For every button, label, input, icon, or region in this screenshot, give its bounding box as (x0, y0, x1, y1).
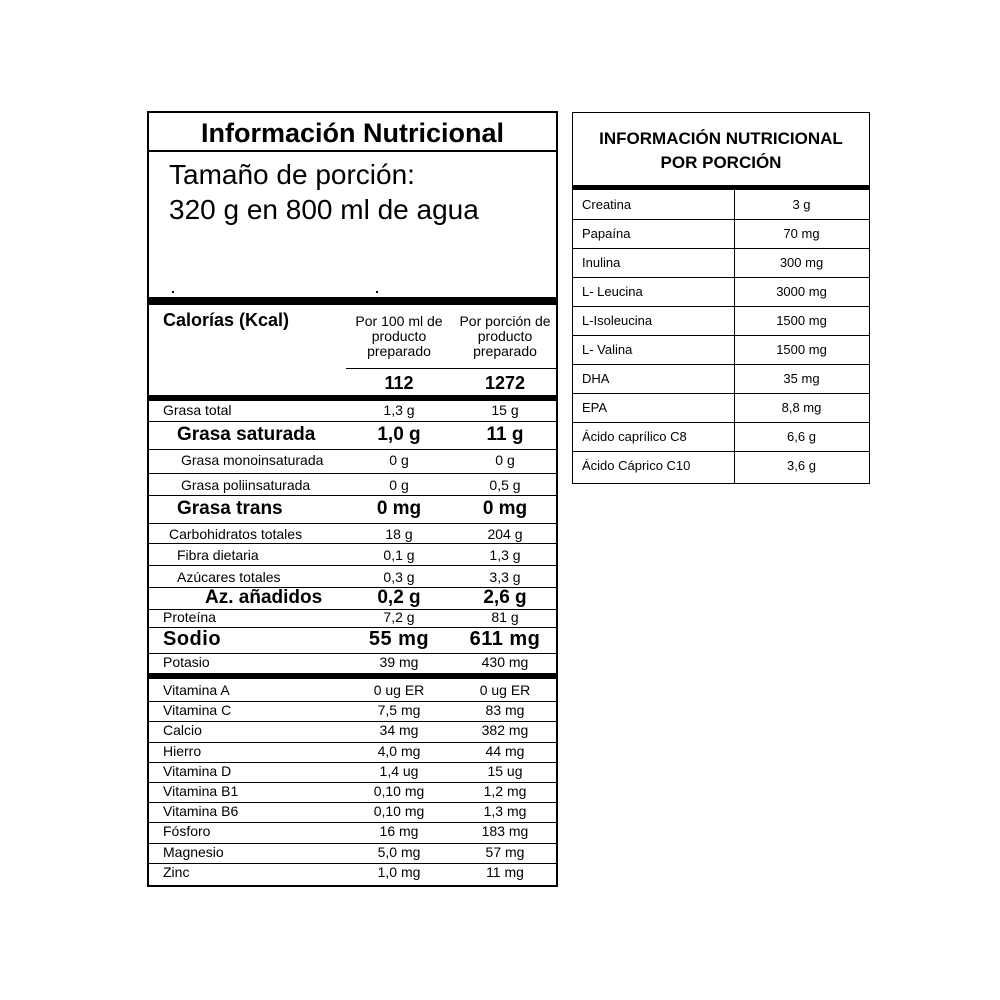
nutrient-name: Az. añadidos (205, 587, 323, 608)
supplement-value: 3000 mg (776, 284, 827, 299)
supplement-value: 3,6 g (787, 458, 816, 473)
dot-mark-2: . (375, 280, 379, 296)
supplement-value: 3 g (792, 197, 811, 212)
title-divider (149, 150, 556, 152)
thick-divider (149, 673, 556, 679)
vitamin-value-per-portion: 83 mg (485, 702, 525, 719)
vitamin-value-per-100ml: 0,10 mg (373, 783, 425, 799)
vitamin-value-per-portion: 1,2 mg (483, 783, 527, 799)
nutrient-value-per-100ml: 55 mg (368, 628, 430, 650)
nutrient-value-per-100ml: 1,0 g (377, 424, 421, 445)
supplement-row (573, 248, 869, 278)
vitamin-row (149, 863, 556, 883)
vitamin-value-per-100ml: 0,10 mg (373, 803, 425, 820)
supplement-row (573, 451, 869, 480)
vitamin-value-per-100ml: 7,5 mg (377, 702, 421, 719)
vitamin-row (149, 802, 556, 823)
supplement-title-line-2: POR PORCIÓN (660, 153, 782, 172)
vitamin-name: Calcio (163, 722, 202, 739)
nutrient-row (149, 565, 556, 588)
supplement-name: EPA (582, 400, 608, 415)
nutrient-value-per-100ml: 39 mg (379, 654, 419, 670)
nutrient-name: Grasa saturada (177, 424, 316, 445)
vitamin-value-per-100ml: 5,0 mg (377, 843, 421, 860)
nutrient-row (149, 653, 556, 673)
nutrient-row (149, 495, 556, 524)
column-header-per-100ml: Por 100 ml de producto preparado (355, 313, 443, 359)
nutrient-name: Sodio (163, 628, 222, 650)
calories-label: Calorías (Kcal) (163, 310, 290, 330)
vitamin-value-per-100ml: 4,0 mg (377, 742, 421, 759)
nutrient-value-per-100ml: 0 mg (376, 498, 422, 519)
supplement-name: L-Isoleucina (582, 313, 653, 328)
vitamin-name: Vitamina B6 (163, 803, 239, 820)
supplement-name: Ácido Cáprico C10 (582, 458, 691, 473)
vitamin-row (149, 701, 556, 722)
supplement-row (573, 190, 869, 220)
nutrient-row (149, 421, 556, 450)
supplement-name: Papaína (582, 226, 631, 241)
nutrient-value-per-portion: 2,6 g (483, 587, 527, 608)
serving-size (169, 157, 479, 227)
vitamin-name: Vitamina A (163, 682, 230, 698)
supplement-title (573, 127, 869, 175)
vitamin-value-per-portion: 11 mg (486, 863, 524, 880)
dot-mark-1: . (171, 280, 175, 296)
column-header-per-portion: Por porción de producto preparado (459, 313, 551, 359)
nutrient-value-per-portion: 611 mg (469, 628, 541, 650)
vitamin-value-per-portion: 382 mg (481, 722, 529, 739)
nutrient-value-per-portion: 204 g (487, 526, 523, 542)
nutrient-row (149, 523, 556, 544)
nutrient-name: Carbohidratos totales (169, 526, 303, 542)
nutrient-row (149, 473, 556, 496)
nutrient-value-per-100ml: 0 g (389, 477, 409, 493)
nutrient-value-per-portion: 11 g (486, 424, 524, 445)
vitamin-row (149, 681, 556, 702)
nutrient-value-per-portion: 0 g (495, 452, 515, 468)
supplement-title-line-1: INFORMACIÓN NUTRICIONAL (599, 129, 843, 148)
nutrient-value-per-100ml: 0 g (389, 452, 409, 468)
supplement-row (573, 393, 869, 423)
nutrient-value-per-100ml: 0,3 g (383, 569, 415, 585)
supplement-name: L- Leucina (582, 284, 643, 299)
nutrient-row (149, 627, 556, 654)
supplement-value: 70 mg (783, 226, 820, 241)
nutrient-name: Grasa monoinsaturada (181, 452, 324, 468)
nutrient-value-per-100ml: 18 g (385, 526, 413, 542)
nutrient-value-per-100ml: 0,2 g (377, 587, 421, 608)
nutrient-value-per-portion: 3,3 g (489, 569, 521, 585)
nutrition-facts-panel (147, 111, 558, 887)
nutrient-row (149, 401, 556, 422)
supplement-row (573, 219, 869, 249)
nutrient-name: Fibra dietaria (177, 547, 259, 563)
supplement-name: Creatina (582, 197, 632, 212)
nutrient-row (149, 543, 556, 566)
vitamin-name: Fósforo (163, 823, 211, 840)
nutrient-name: Grasa trans (177, 498, 283, 519)
nutrient-row (149, 449, 556, 474)
vitamin-value-per-100ml: 1,4 ug (379, 762, 419, 779)
supplement-value: 6,6 g (787, 429, 816, 444)
nutrient-value-per-portion: 81 g (491, 609, 519, 625)
vitamin-name: Magnesio (163, 843, 224, 860)
vitamin-name: Vitamina D (163, 762, 232, 779)
vitamin-row (149, 742, 556, 763)
nutrient-value-per-portion: 0 mg (482, 498, 528, 519)
supplement-name: Ácido caprílico C8 (582, 429, 687, 444)
vitamin-name: Vitamina C (163, 702, 232, 719)
panel-title: Información Nutricional (200, 118, 505, 148)
nutrient-name: Proteína (163, 609, 216, 625)
nutrient-value-per-100ml: 0,1 g (383, 547, 415, 563)
nutrient-name: Grasa poliinsaturada (181, 477, 311, 493)
vitamin-row (149, 822, 556, 843)
supplement-facts-panel (572, 112, 870, 484)
vitamin-row (149, 782, 556, 803)
supplement-name: L- Valina (582, 342, 633, 357)
serving-line-1: Tamaño de porción: (169, 159, 415, 190)
vitamin-row (149, 843, 556, 864)
nutrient-value-per-100ml: 1,3 g (383, 402, 415, 418)
supplement-name: DHA (582, 371, 610, 386)
nutrient-value-per-portion: 1,3 g (489, 547, 521, 563)
nutrient-row (149, 609, 556, 628)
vitamin-value-per-portion: 0 ug ER (479, 682, 531, 698)
thick-divider (149, 297, 556, 305)
vitamin-name: Vitamina B1 (163, 783, 239, 799)
nutrient-value-per-portion: 0,5 g (489, 477, 521, 493)
supplement-value: 300 mg (779, 255, 824, 270)
nutrient-name: Azúcares totales (177, 569, 281, 585)
calories-per-portion: 1272 (484, 373, 526, 393)
supplement-value: 35 mg (783, 371, 820, 386)
vitamin-row (149, 721, 556, 742)
supplement-row (573, 364, 869, 394)
supplement-row (573, 335, 869, 365)
vitamin-value-per-100ml: 0 ug ER (373, 682, 425, 698)
vitamin-value-per-100ml: 1,0 mg (377, 863, 421, 880)
nutrient-value-per-100ml: 7,2 g (383, 609, 415, 625)
supplement-row (573, 306, 869, 336)
vitamin-value-per-100ml: 16 mg (379, 823, 419, 840)
vitamin-name: Zinc (163, 863, 190, 880)
supplement-value: 1500 mg (776, 342, 827, 357)
nutrient-name: Grasa total (163, 402, 232, 418)
vitamin-name: Hierro (163, 742, 202, 759)
vitamin-value-per-portion: 44 mg (485, 742, 525, 759)
nutrient-value-per-portion: 15 g (491, 402, 519, 418)
vitamin-value-per-portion: 1,3 mg (483, 803, 527, 820)
supplement-value: 8,8 mg (781, 400, 822, 415)
vitamin-value-per-portion: 15 ug (487, 762, 523, 779)
vitamin-value-per-100ml: 34 mg (379, 722, 419, 739)
nutrient-value-per-portion: 430 mg (481, 654, 529, 670)
supplement-name: Inulina (582, 255, 621, 270)
supplement-row (573, 422, 869, 452)
vitamin-value-per-portion: 183 mg (481, 823, 529, 840)
nutrient-row (149, 587, 556, 610)
supplement-value: 1500 mg (776, 313, 827, 328)
vitamin-value-per-portion: 57 mg (485, 843, 525, 860)
nutrient-name: Potasio (163, 654, 210, 670)
calories-divider (346, 368, 556, 369)
serving-line-2: 320 g en 800 ml de agua (169, 194, 479, 225)
calories-per-100ml: 112 (384, 373, 414, 393)
supplement-row (573, 277, 869, 307)
vitamin-row (149, 762, 556, 783)
